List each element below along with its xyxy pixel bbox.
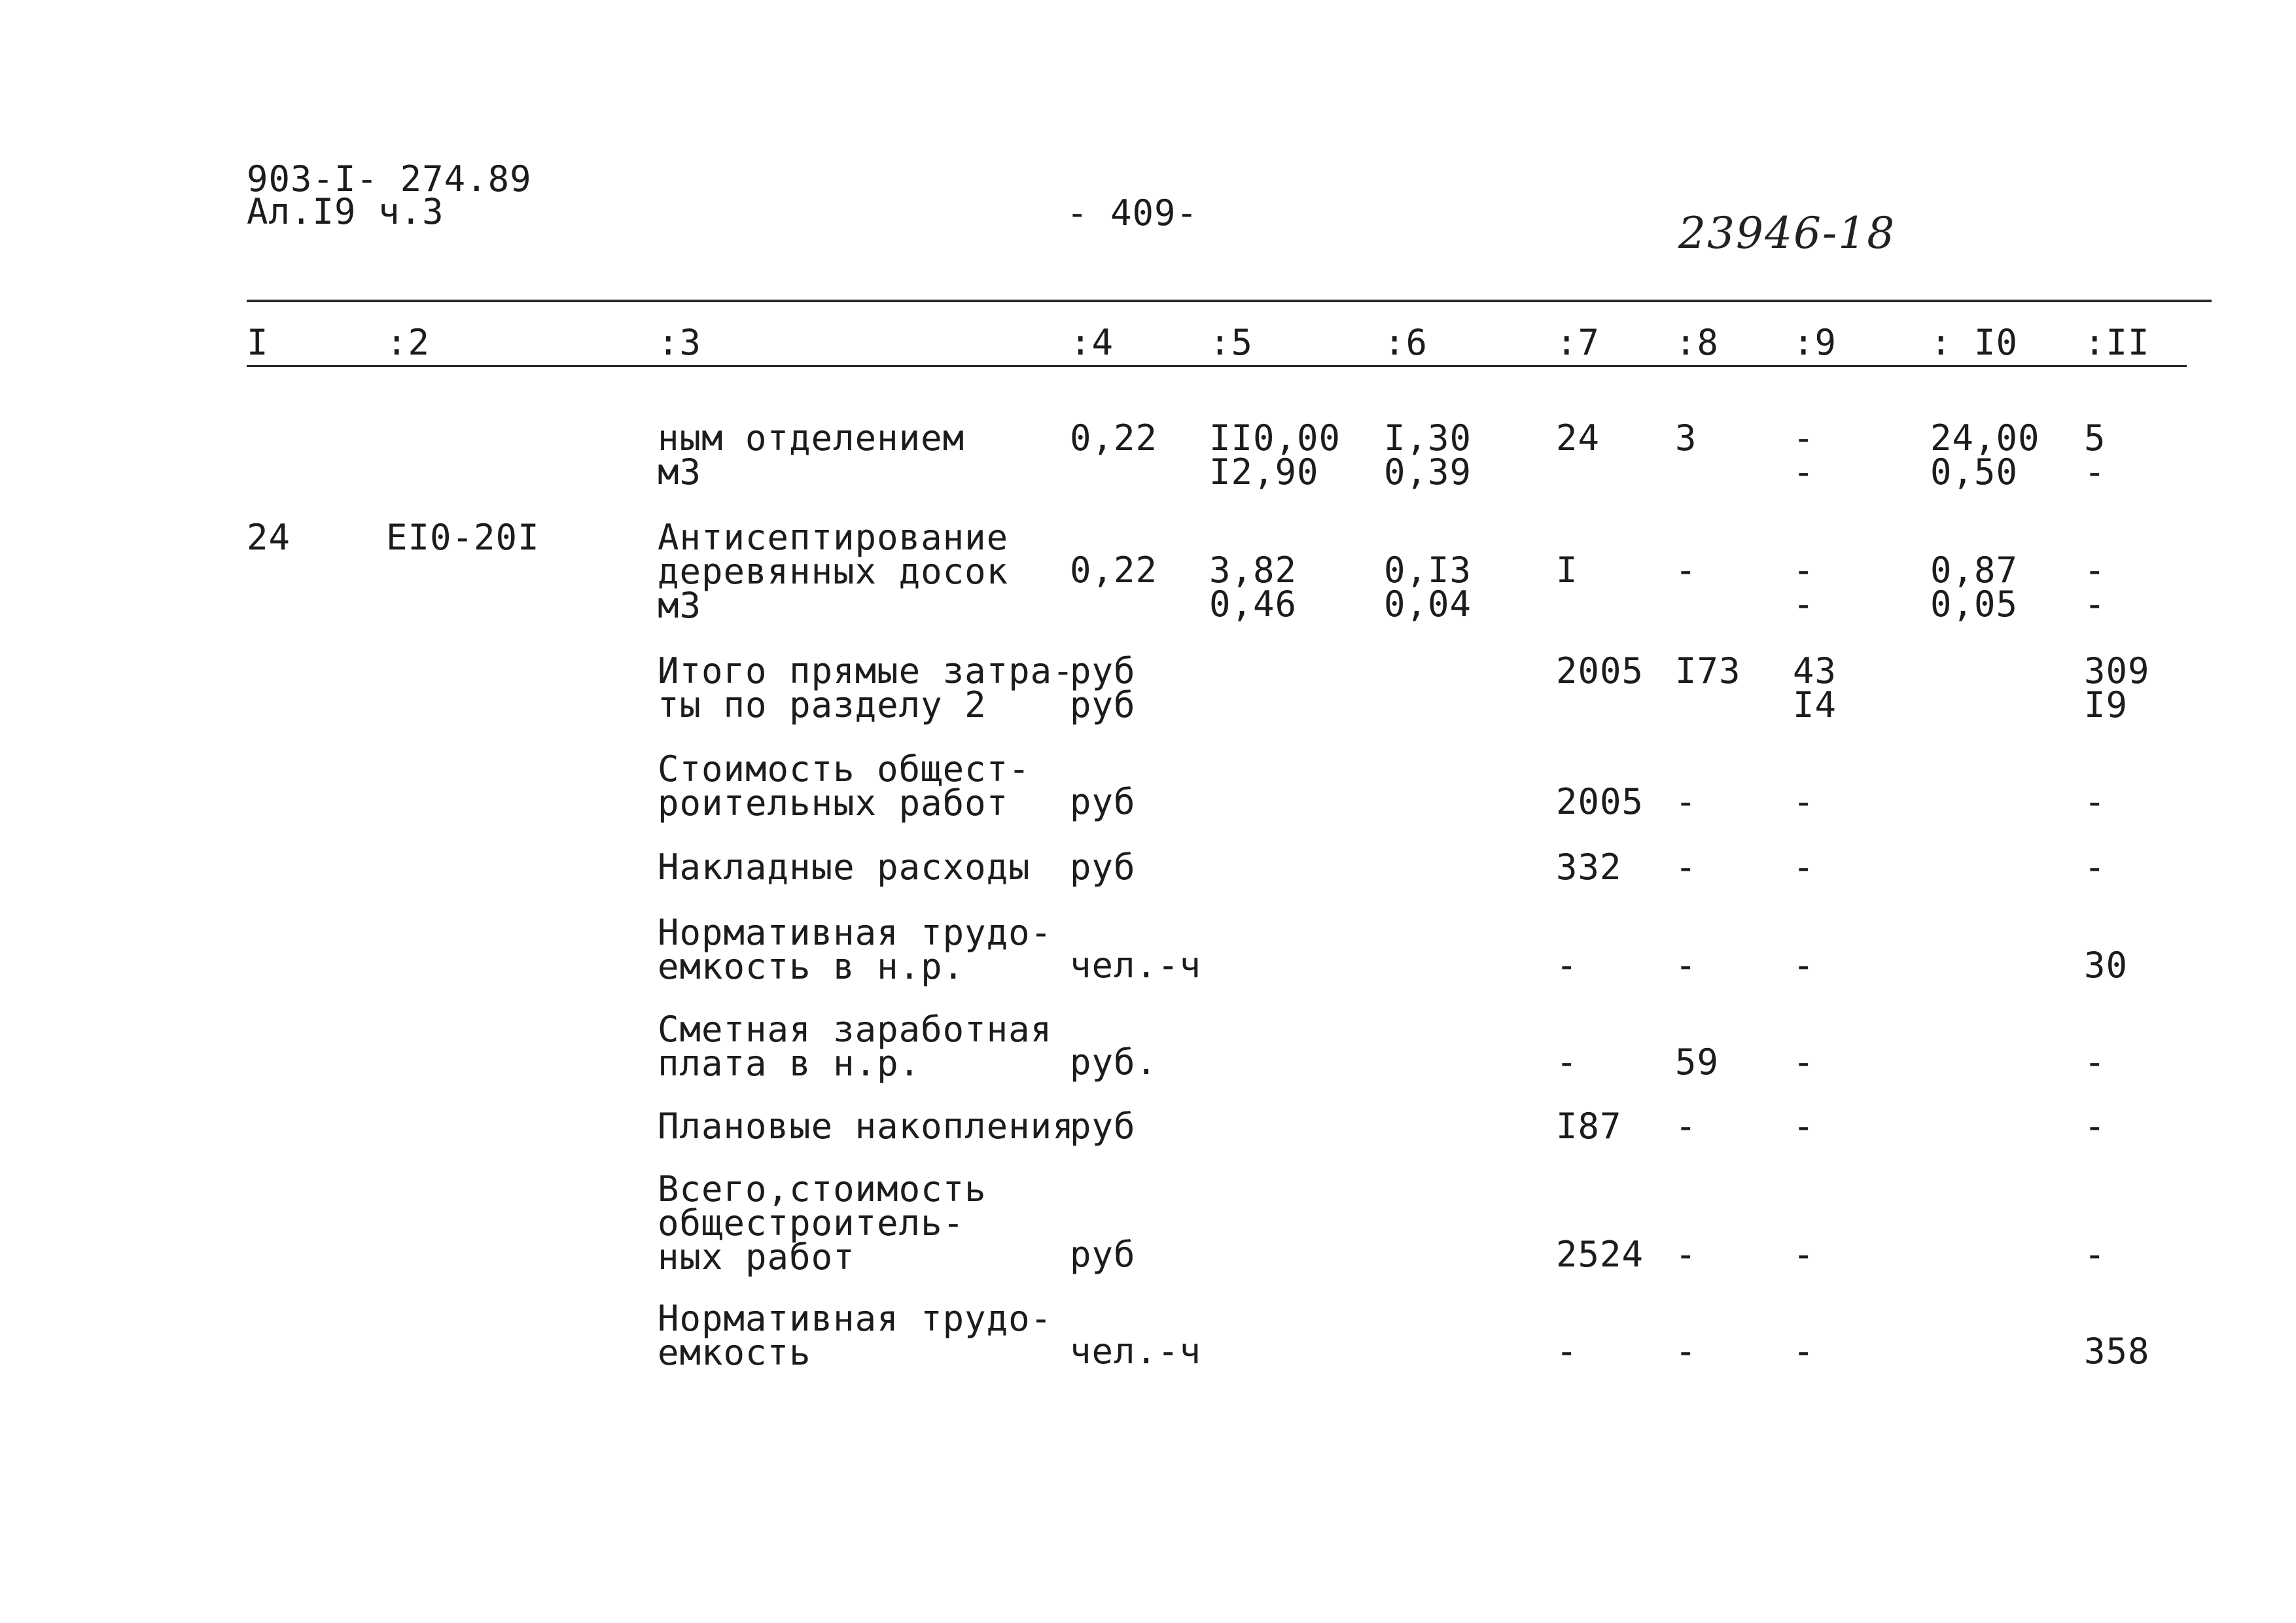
row-col-7: - [1556,1331,1578,1372]
column-header: :7 [1556,322,1600,363]
row-col-4: 0,22 [1070,550,1158,591]
row-col-8: 59 [1675,1041,1720,1083]
header-bottom-rule [247,365,2187,367]
column-header: : I0 [1930,322,2019,363]
row-description: Нормативная трудо- емкость [658,1298,1053,1373]
row-col-8: - [1675,945,1697,986]
row-col-11: - [2084,781,2106,822]
row-col-10: 24,00 0,50 [1930,417,2040,493]
column-header: :4 [1070,322,1114,363]
row-col-4: чел.-ч [1070,1331,1202,1372]
row-col-9: - [1793,1106,1815,1147]
handwritten-number: 23946-18 [1678,208,1896,258]
row-col-11: - [2084,1106,2106,1147]
row-description: Нормативная трудо- емкость в н.р. [658,912,1053,987]
row-col-4: чел.-ч [1070,945,1202,986]
row-col-9: - [1793,1041,1815,1083]
row-col-7: 2005 [1556,650,1644,691]
row-description: Стоимость общест- роительных работ [658,748,1031,824]
row-description: Сметная заработная плата в н.р. [658,1009,1053,1084]
row-col-6: I,30 0,39 [1384,417,1472,493]
row-col-4: руб [1070,1106,1136,1147]
page-number: - 409- [1067,192,1199,234]
row-col-9: - [1793,1234,1815,1275]
table-top-rule [247,300,2212,302]
row-col-4: руб [1070,1234,1136,1275]
row-col-8: I73 [1675,650,1741,691]
row-col-8: - [1675,781,1697,822]
row-col-7: - [1556,1041,1578,1083]
row-number: 24 [247,517,291,558]
row-col-7: I [1556,550,1578,591]
row-description: Итого прямые затра- ты по разделу 2 [658,650,1074,725]
row-col-9: - [1793,781,1815,822]
sheet-label: Ал.I9 ч.3 [247,191,444,232]
row-col-7: I87 [1556,1106,1622,1147]
document-code: 903-I- 274.89 [247,158,532,200]
row-description: Накладные расходы [658,846,1031,888]
row-col-8: - [1675,1331,1697,1372]
row-col-4: руб [1070,846,1136,888]
row-col-4: 0,22 [1070,417,1158,459]
row-col-11: 5 - [2084,417,2106,493]
row-col-5: II0,00 I2,90 [1209,417,1341,493]
row-col-4: руб [1070,781,1136,822]
row-col-9: - - [1793,417,1815,493]
row-code: EI0-20I [386,517,540,558]
row-description: Плановые накопления [658,1106,1074,1147]
row-col-11: - - [2084,550,2106,625]
row-col-7: 24 [1556,417,1600,459]
row-col-7: - [1556,945,1578,986]
row-col-11: 30 [2084,945,2128,986]
row-col-7: 332 [1556,846,1622,888]
row-col-8: 3 [1675,417,1697,459]
column-header: :8 [1675,322,1720,363]
column-header: I [247,322,269,363]
row-col-4: руб руб [1070,650,1136,725]
row-col-11: 358 [2084,1331,2150,1372]
row-col-8: - [1675,1106,1697,1147]
row-col-11: 309 I9 [2084,650,2150,725]
row-description: ным отделением м3 [658,417,965,493]
row-col-6: 0,I3 0,04 [1384,550,1472,625]
column-header: :6 [1384,322,1428,363]
row-description: Всего,стоимость общестроитель- ных работ [658,1168,987,1278]
row-col-9: - [1793,846,1815,888]
row-col-9: 43 I4 [1793,650,1837,725]
row-col-8: - [1675,1234,1697,1275]
row-col-8: - [1675,846,1697,888]
column-header: :3 [658,322,702,363]
column-header: :9 [1793,322,1837,363]
row-description: Антисептирование деревянных досок м3 [658,517,1009,626]
row-col-11: - [2084,1234,2106,1275]
row-col-9: - [1793,1331,1815,1372]
row-col-11: - [2084,1041,2106,1083]
column-header: :2 [386,322,431,363]
column-header: :5 [1209,322,1254,363]
column-header: :II [2084,322,2150,363]
row-col-10: 0,87 0,05 [1930,550,2019,625]
row-col-8: - [1675,550,1697,591]
row-col-7: 2005 [1556,781,1644,822]
row-col-5: 3,82 0,46 [1209,550,1298,625]
row-col-11: - [2084,846,2106,888]
row-col-7: 2524 [1556,1234,1644,1275]
row-col-9: - - [1793,550,1815,625]
row-col-9: - [1793,945,1815,986]
row-col-4: руб. [1070,1041,1158,1083]
